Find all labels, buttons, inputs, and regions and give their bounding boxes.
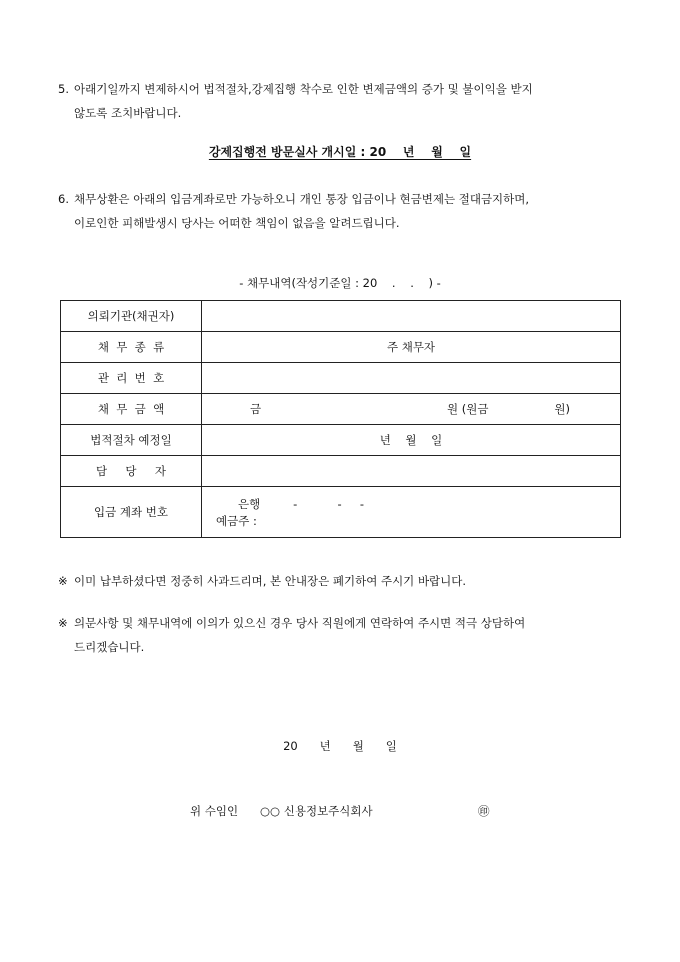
amount-label: 채 무 금 액 (61, 394, 202, 425)
legal-date-label: 법적절차 예정일 (61, 425, 202, 456)
enforcement-heading-text: 강제집행전 방문실사 개시일 : 20 년 월 일 (208, 145, 472, 159)
table-row (61, 363, 621, 394)
table-row (61, 332, 621, 363)
item-5-line2: 않도록 조치바랍니다. (74, 106, 182, 120)
enforcement-heading (0, 143, 680, 160)
note-2-text: 의문사항 및 채무내역에 이의가 있으신 경우 당사 직원에게 연락하여 주시면 적극 상담하여 (74, 616, 526, 630)
account-value (202, 487, 621, 538)
item-6 (58, 187, 624, 235)
mgmt-no-value (202, 363, 621, 394)
table-row (61, 394, 621, 425)
note-2 (58, 611, 624, 659)
item-6-line1: 채무상환은 아래의 입금계좌로만 가능하오니 개인 통장 입금이나 현금변제는 절대금지하며, (74, 192, 530, 206)
note-mark: ※ (58, 616, 68, 630)
table-row (61, 425, 621, 456)
note-mark: ※ (58, 574, 68, 588)
item-6-line2: 이로인한 피해발생시 당사는 어떠한 책임이 없음을 알려드립니다. (74, 216, 400, 230)
table-row (61, 487, 621, 538)
table-caption: - 채무내역(작성기준일 : 20 . . ) - (239, 276, 441, 290)
creditor-label: 의뢰기관(채권자) (61, 301, 202, 332)
item-6-number: 6. (58, 192, 69, 206)
table-row (61, 301, 621, 332)
account-label: 입금 계좌 번호 (61, 487, 202, 538)
manager-value (202, 456, 621, 487)
note-1 (58, 569, 624, 593)
item-5-number: 5. (58, 82, 69, 96)
note-2-text2: 드리겠습니다. (74, 640, 145, 654)
seal-icon: ㊞ (478, 804, 490, 818)
manager-label: 담 당 자 (61, 456, 202, 487)
account-holder: 예금주 : (216, 513, 257, 528)
amount-suffix: 원) (554, 402, 570, 416)
amount-value (202, 394, 621, 425)
amount-prefix: 금 (250, 402, 262, 416)
creditor-value (202, 301, 621, 332)
mgmt-no-label: 관 리 번 호 (61, 363, 202, 394)
debt-type-value: 주 채무자 (202, 332, 621, 363)
amount-won: 원 (원금 (447, 402, 489, 416)
debt-table (60, 300, 621, 538)
legal-date-value: 년 월 일 (202, 425, 621, 456)
table-row (61, 456, 621, 487)
item-5-line1: 아래기일까지 변제하시어 법적절차,강제집행 착수로 인한 변제금액의 증가 및 불이익을 받지 (74, 82, 533, 96)
item-5 (58, 77, 624, 125)
footer-signer: 위 수임인 ○○ 신용정보주식회사 (190, 804, 373, 818)
account-bank: 은행 - - - (238, 496, 365, 511)
footer-date: 20 년 월 일 (283, 739, 397, 753)
debt-type-label: 채 무 종 류 (61, 332, 202, 363)
note-1-text: 이미 납부하셨다면 정중히 사과드리며, 본 안내장은 폐기하여 주시기 바랍니다. (74, 574, 467, 588)
